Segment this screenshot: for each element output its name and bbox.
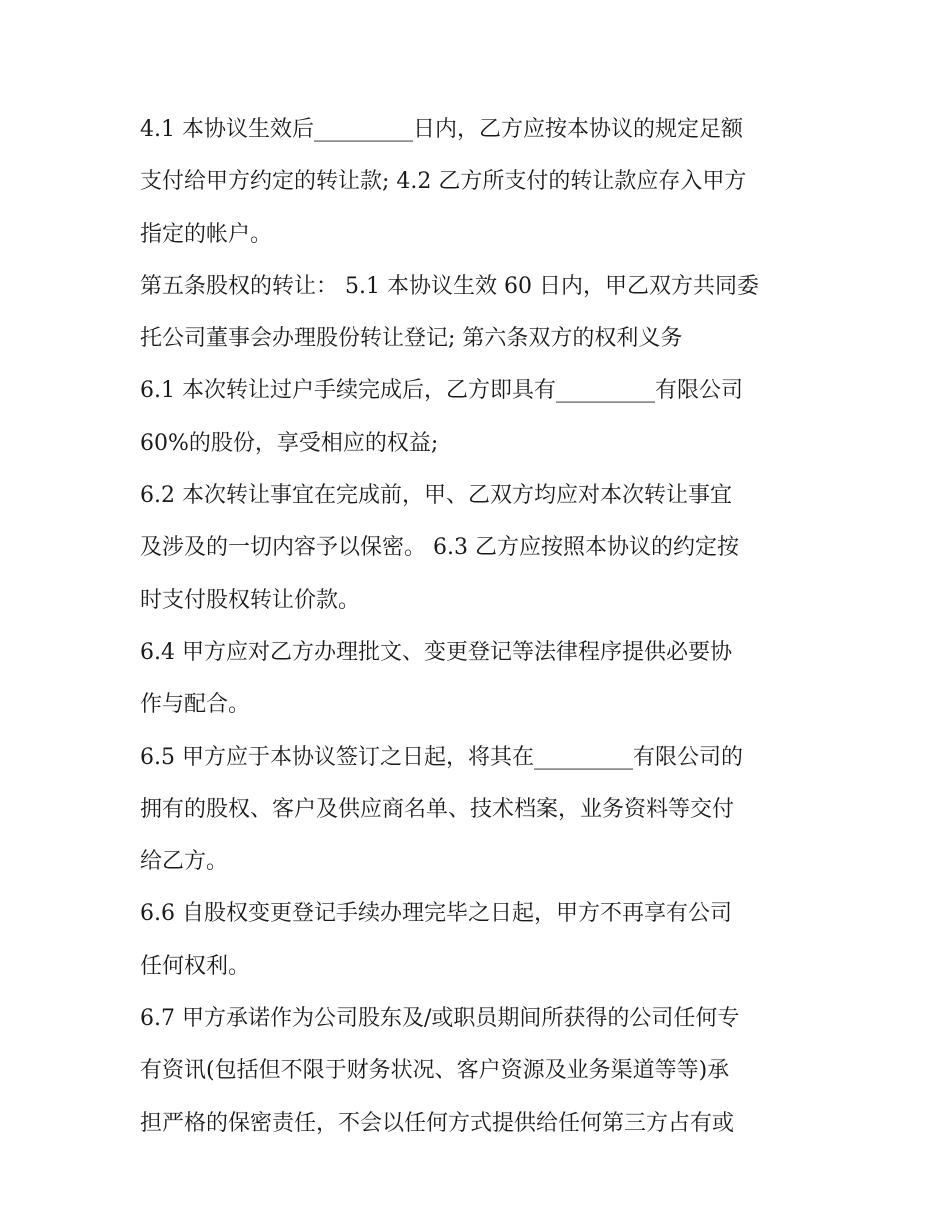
text-line: 托公司董事会办理股份转让登记; 第六条双方的权利义务 bbox=[140, 326, 683, 352]
text-line: 有资讯(包括但不限于财务状况、客户资源及业务渠道等等)承 bbox=[140, 1058, 730, 1084]
text-line: 给乙方。 bbox=[140, 849, 229, 875]
text-line: 指定的帐户。 bbox=[140, 221, 273, 247]
text-line: 作与配合。 bbox=[140, 692, 251, 718]
text-line: 任何权利。 bbox=[140, 953, 251, 979]
text-line: 6.7 甲方承诺作为公司股东及/或职员期间所获得的公司任何专 bbox=[140, 1006, 740, 1032]
text-line: 担严格的保密责任，不会以任何方式提供给任何第三方占有或 bbox=[140, 1110, 735, 1136]
text-line: 拥有的股权、客户及供应商名单、技术档案，业务资料等交付 bbox=[140, 796, 735, 822]
text-line: 第五条股权的转让： 5.1 本协议生效 60 日内，甲乙双方共同委 bbox=[140, 273, 759, 299]
text-line: 6.4 甲方应对乙方办理批文、变更登记等法律程序提供必要协 bbox=[140, 639, 732, 665]
text-line: 6.5 甲方应于本协议签订之日起，将其在_________有限公司的 bbox=[140, 744, 743, 770]
text-line: 时支付股权转让价款。 bbox=[140, 587, 361, 613]
contract-body-text bbox=[140, 104, 820, 1150]
text-line: 4.1 本协议生效后_________日内，乙方应按本协议的规定足额 bbox=[140, 117, 743, 142]
text-line: 6.6 自股权变更登记手续办理完毕之日起，甲方不再享有公司 bbox=[140, 901, 732, 927]
text-line: 支付给甲方约定的转让款; 4.2 乙方所支付的转让款应存入甲方 bbox=[140, 169, 747, 195]
text-line: 及涉及的一切内容予以保密。 6.3 乙方应按照本协议的约定按 bbox=[140, 535, 739, 561]
text-line: 6.2 本次转让事宜在完成前，甲、乙双方均应对本次转让事宜 bbox=[140, 483, 732, 509]
text-line: 60%的股份，享受相应的权益; bbox=[140, 430, 439, 456]
text-line: 6.1 本次转让过户手续完成后，乙方即具有_________有限公司 bbox=[140, 378, 743, 404]
